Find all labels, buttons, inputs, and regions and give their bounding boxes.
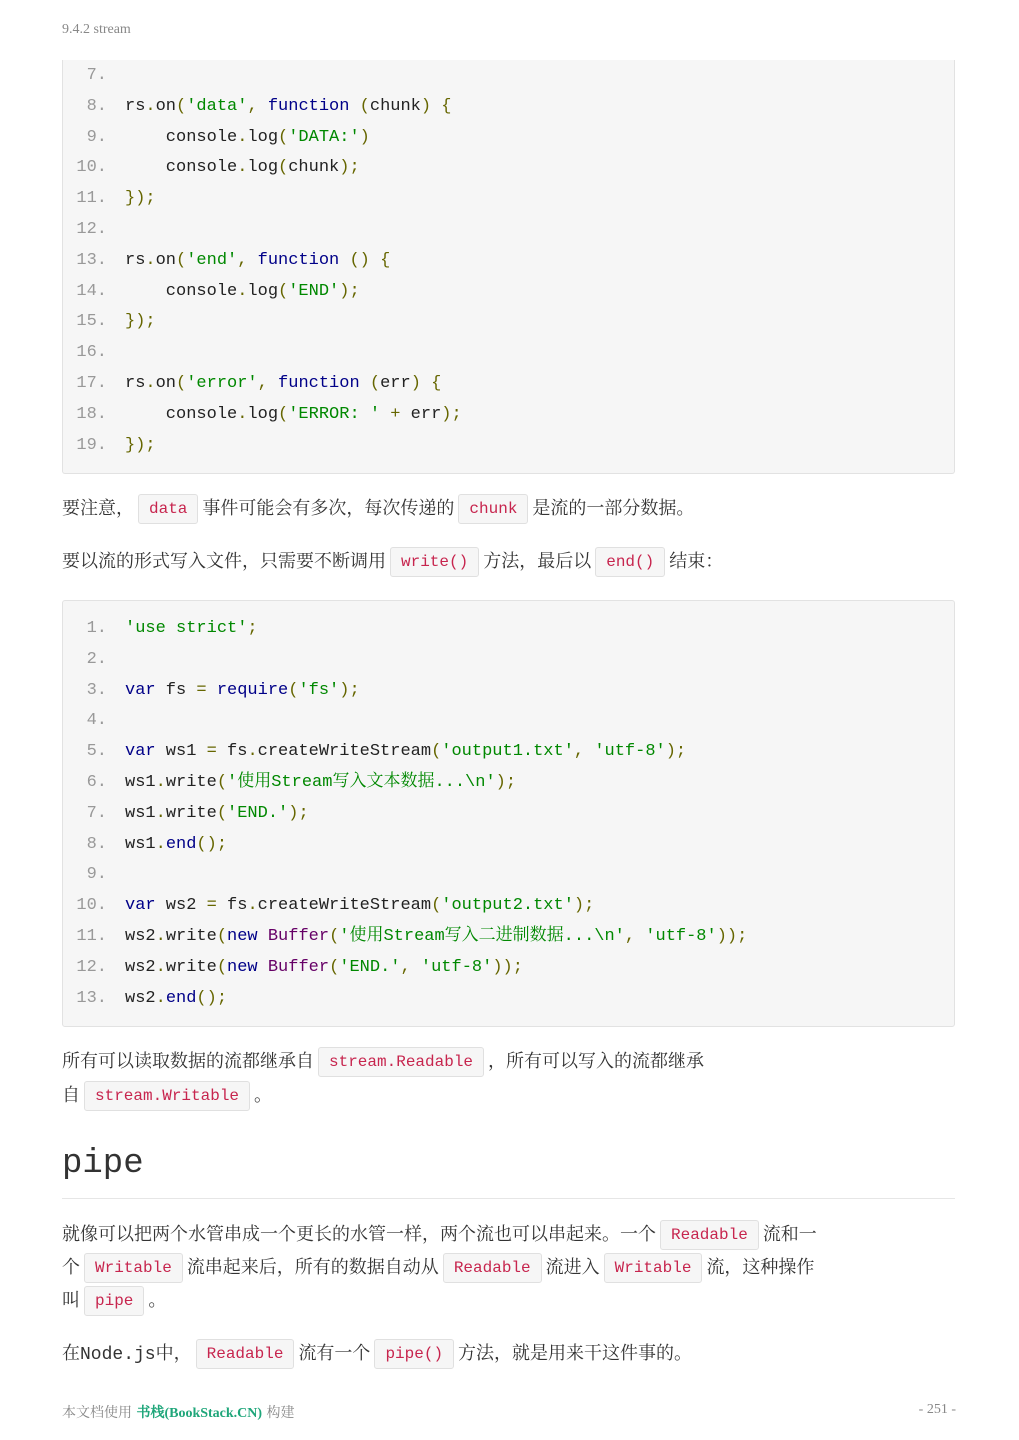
code-token: (: [329, 927, 340, 946]
line-number: 6.: [86, 773, 107, 792]
code-token: (: [176, 374, 187, 393]
code-text: [125, 276, 360, 307]
code-token: ));: [716, 927, 748, 946]
code-line: [63, 122, 954, 153]
page-number: - 251 -: [918, 1402, 956, 1417]
code-token: 'END': [288, 281, 340, 301]
line-number: 11.: [76, 927, 107, 946]
inline-code: Writable: [84, 1253, 183, 1283]
inline-code: Readable: [196, 1339, 295, 1369]
code-token: ws2: [125, 988, 156, 1008]
code-line: [63, 921, 954, 952]
code-token: ws2: [125, 957, 156, 977]
line-number: 9.: [86, 865, 107, 885]
code-token: on: [155, 250, 177, 270]
code-token: 'output1.txt': [441, 742, 574, 762]
code-token: {: [441, 96, 452, 116]
inline-code: Readable: [660, 1220, 759, 1250]
code-token: ,: [573, 742, 595, 762]
code-line: [63, 306, 954, 337]
code-token: 'end': [186, 250, 238, 270]
line-number: 15.: [76, 312, 107, 332]
code-token: fs: [216, 742, 248, 762]
code-token: rs: [125, 374, 146, 393]
code-text: [125, 983, 227, 1014]
breadcrumb: 9.4.2 stream: [62, 22, 131, 37]
line-number: 1.: [86, 619, 107, 638]
text: 中，: [155, 1343, 192, 1364]
code-token: 'use strict': [125, 619, 248, 638]
code-token: 'error': [186, 374, 258, 393]
line-number: 7.: [86, 803, 107, 823]
code-line: [63, 952, 954, 983]
code-token: [258, 927, 268, 946]
code-token: (: [369, 374, 381, 393]
code-token: 'utf-8': [420, 957, 493, 977]
line-number: 12.: [76, 957, 107, 977]
code-line: [63, 214, 954, 245]
code-line: [63, 276, 954, 307]
text: 要注意，: [62, 498, 134, 519]
text: 所有可以读取数据的流都继承自: [62, 1051, 314, 1072]
code-line: [63, 430, 954, 461]
code-token: .: [247, 742, 258, 762]
footer-suffix: 构建: [266, 1405, 295, 1421]
code-token: new: [227, 927, 258, 946]
inline-code: pipe(): [374, 1339, 454, 1369]
code-token: console: [125, 281, 238, 301]
inline-code: Readable: [443, 1253, 542, 1283]
text: 。: [148, 1290, 167, 1311]
line-number: 19.: [76, 435, 107, 455]
code-token: chunk: [369, 96, 421, 116]
line-number: 3.: [86, 680, 107, 700]
line-number: 2.: [86, 649, 107, 669]
text-mono: Node.js: [80, 1345, 156, 1365]
code-token: chunk: [288, 158, 340, 178]
code-text: [125, 767, 516, 798]
line-number: 10.: [76, 896, 107, 916]
text: 流有一个: [298, 1343, 371, 1364]
code-token: ws2: [125, 927, 156, 946]
code-token: .: [145, 374, 156, 393]
code-token: {: [380, 250, 391, 270]
code-token: );: [339, 158, 360, 178]
text: 在: [62, 1343, 80, 1364]
paragraph-write-intro: [62, 547, 723, 577]
code-token: (: [431, 896, 442, 916]
paragraph-data-event-note: [62, 494, 694, 524]
line-number: 9.: [86, 127, 107, 147]
code-text: [125, 890, 594, 921]
line-number: 13.: [76, 250, 107, 270]
code-line: [63, 736, 954, 767]
heading-divider: [62, 1198, 955, 1199]
code-token: 'output2.txt': [441, 896, 574, 916]
code-token: (: [216, 957, 228, 977]
code-token: function: [267, 96, 350, 116]
text: 事件可能会有多次，每次传递的: [202, 498, 455, 519]
line-number: 5.: [86, 742, 107, 762]
line-number: 16.: [76, 343, 107, 363]
code-token: .: [237, 281, 248, 301]
code-text: [125, 245, 390, 276]
code-line: [63, 675, 954, 706]
code-token: [421, 374, 431, 393]
text: 流进入: [545, 1257, 600, 1278]
code-token: );: [288, 803, 309, 823]
code-token: write: [165, 927, 217, 946]
code-token: [207, 681, 217, 700]
code-token: ws1: [155, 742, 207, 762]
line-number: 11.: [76, 189, 107, 209]
text: 是流的一部分数据。: [532, 498, 695, 519]
code-token: [431, 97, 441, 116]
code-token: .: [237, 127, 248, 147]
code-token: =: [206, 896, 217, 916]
code-token: ): [359, 127, 370, 147]
code-token: .: [155, 988, 166, 1008]
code-line: [63, 890, 954, 921]
line-number: 13.: [76, 988, 107, 1008]
code-token: write: [165, 803, 217, 823]
code-token: [360, 374, 370, 393]
code-text: [125, 430, 156, 461]
code-token: (): [349, 250, 370, 270]
code-token: 'utf-8': [645, 927, 717, 946]
text: 结束：: [669, 551, 724, 572]
code-token: );: [441, 404, 462, 424]
line-number: 7.: [86, 66, 107, 85]
code-token: (: [278, 158, 289, 178]
code-token: ();: [196, 988, 228, 1008]
line-number: 12.: [76, 220, 107, 239]
code-token: console: [125, 158, 238, 178]
code-token: (: [216, 927, 228, 946]
code-token: rs: [125, 96, 146, 116]
code-token: });: [125, 189, 156, 209]
inline-code: stream.Readable: [318, 1047, 484, 1077]
code-token: .: [155, 773, 166, 792]
code-token: 'DATA:': [288, 127, 360, 147]
line-number: 4.: [86, 711, 107, 731]
code-line: [63, 983, 954, 1014]
text: 流，这种操作: [706, 1257, 815, 1278]
code-token: 'data': [186, 96, 248, 116]
code-token: .: [237, 158, 248, 178]
code-line: [63, 60, 954, 91]
text: 流串起来后，所有的数据自动从: [186, 1257, 439, 1278]
code-token: on: [155, 374, 177, 393]
code-token: fs: [155, 680, 197, 700]
code-token: end: [165, 834, 197, 854]
code-token: .: [145, 96, 156, 116]
code-line: [63, 798, 954, 829]
line-number: 17.: [76, 374, 107, 393]
inline-code: write(): [390, 547, 479, 577]
code-token: .: [155, 834, 166, 854]
code-token: log: [247, 127, 279, 147]
code-token: new: [227, 957, 258, 977]
line-number: 14.: [76, 281, 107, 301]
inline-code: stream.Writable: [84, 1081, 250, 1111]
code-token: .: [155, 803, 166, 823]
code-token: '使用Stream写入二进制数据...\n': [339, 927, 625, 946]
code-text: [125, 736, 686, 767]
code-text: [125, 798, 309, 829]
code-text: [125, 122, 370, 153]
code-line: [63, 829, 954, 860]
code-token: console: [125, 404, 238, 424]
code-token: console: [125, 127, 238, 147]
code-token: ,: [247, 96, 268, 116]
code-token: ,: [257, 374, 279, 393]
inline-code: data: [138, 494, 198, 524]
code-token: );: [573, 896, 595, 916]
code-token: .: [247, 896, 258, 916]
code-token: ;: [247, 619, 258, 638]
code-token: ,: [624, 927, 646, 946]
code-token: (: [288, 680, 299, 700]
line-number: 10.: [76, 158, 107, 178]
code-token: err: [400, 404, 442, 424]
code-line: [63, 859, 954, 890]
code-token: var: [125, 742, 156, 762]
code-token: write: [165, 773, 217, 792]
code-token: err: [380, 374, 411, 393]
code-text: [125, 399, 462, 430]
code-token: );: [665, 742, 687, 762]
section-heading: pipe: [62, 1145, 144, 1183]
code-token: .: [155, 927, 166, 946]
code-text: [125, 829, 227, 860]
code-token: rs: [125, 250, 146, 270]
inline-code: chunk: [458, 494, 528, 524]
code-token: ();: [196, 834, 228, 854]
code-token: log: [247, 404, 279, 424]
code-line: [63, 368, 954, 399]
code-text: [125, 368, 441, 399]
code-text: [125, 183, 156, 214]
code-block-write-stream: [62, 600, 955, 1027]
code-token: ));: [492, 957, 523, 977]
code-token: (: [278, 404, 289, 424]
paragraph-pipe-method: [62, 1339, 692, 1369]
code-text: [125, 613, 258, 644]
text: 自: [62, 1085, 80, 1106]
text: 。: [254, 1085, 273, 1106]
code-token: [370, 251, 380, 270]
code-text: [125, 675, 360, 706]
code-token: [349, 97, 359, 116]
text: 要以流的形式写入文件，只需要不断调用: [62, 551, 386, 572]
code-line: [63, 767, 954, 798]
code-token: 'END.': [227, 803, 289, 823]
paragraph-pipe-line1: [62, 1220, 817, 1250]
code-token: .: [155, 957, 166, 977]
inline-code: Writable: [604, 1253, 703, 1283]
code-token: (: [359, 96, 370, 116]
inline-code: pipe: [84, 1286, 144, 1316]
code-token: function: [278, 374, 360, 393]
code-token: 'END.': [339, 957, 401, 977]
paragraph-inheritance-line1: [62, 1047, 704, 1077]
code-text: [125, 952, 523, 983]
code-token: (: [216, 773, 228, 792]
text: 方法，就是用来干这件事的。: [458, 1343, 693, 1364]
code-token: (: [176, 250, 187, 270]
text: 个: [62, 1257, 80, 1278]
code-token: on: [155, 96, 177, 116]
code-token: .: [145, 250, 156, 270]
code-token: createWriteStream: [257, 742, 432, 762]
code-token: );: [495, 773, 517, 792]
code-token: Buffer: [267, 927, 330, 946]
line-number: 18.: [76, 404, 107, 424]
footer-credit: [62, 1402, 295, 1422]
code-token: [339, 251, 349, 270]
code-token: ): [420, 96, 432, 116]
code-token: [258, 958, 268, 977]
text: ，所有可以写入的流都继承: [488, 1051, 705, 1072]
code-token: ,: [400, 957, 421, 977]
code-token: =: [196, 680, 207, 700]
line-number: 8.: [86, 96, 107, 116]
code-token: ws1: [125, 773, 156, 792]
code-token: write: [165, 957, 217, 977]
code-token: ,: [237, 250, 258, 270]
text: 方法，最后以: [483, 551, 592, 572]
code-token: });: [125, 312, 156, 332]
code-line: [63, 705, 954, 736]
code-token: ws1: [125, 834, 156, 854]
code-token: [380, 405, 390, 424]
code-line: [63, 152, 954, 183]
code-line: [63, 245, 954, 276]
code-line: [63, 613, 954, 644]
text: 流和一: [762, 1224, 817, 1245]
code-text: [125, 921, 747, 952]
text: 就像可以把两个水管串成一个更长的水管一样，两个流也可以串起来。一个: [62, 1224, 656, 1245]
code-token: log: [247, 281, 279, 301]
code-token: 'ERROR: ': [288, 404, 381, 424]
paragraph-inheritance-line2: [62, 1081, 272, 1111]
code-line: [63, 91, 954, 122]
code-token: +: [390, 404, 401, 424]
paragraph-pipe-line3: [62, 1286, 166, 1316]
footer-prefix: 本文档使用: [62, 1405, 132, 1421]
code-token: (: [216, 803, 228, 823]
code-token: ws1: [125, 803, 156, 823]
code-token: {: [431, 374, 442, 393]
code-token: log: [247, 158, 279, 178]
code-token: .: [237, 404, 248, 424]
code-token: (: [431, 742, 442, 762]
code-text: [125, 91, 452, 122]
code-text: [125, 306, 156, 337]
code-line: [63, 644, 954, 675]
code-text: [125, 152, 360, 183]
code-token: );: [339, 680, 360, 700]
code-token: (: [329, 957, 340, 977]
code-token: var: [125, 896, 156, 916]
code-token: (: [176, 96, 187, 116]
code-token: require: [216, 680, 289, 700]
code-token: =: [206, 742, 217, 762]
code-token: (: [278, 281, 289, 301]
code-token: var: [125, 680, 156, 700]
code-token: end: [165, 988, 197, 1008]
code-token: Buffer: [267, 957, 330, 977]
code-token: });: [125, 435, 156, 455]
code-token: fs: [216, 896, 248, 916]
code-token: ): [410, 374, 421, 393]
code-token: 'utf-8': [594, 742, 666, 762]
code-block-read-stream: [62, 60, 955, 474]
code-token: (: [278, 127, 289, 147]
code-token: );: [339, 281, 360, 301]
code-line: [63, 399, 954, 430]
line-number: 8.: [86, 834, 107, 854]
code-token: function: [257, 250, 340, 270]
bookstack-link[interactable]: 书栈(BookStack.CN): [136, 1406, 263, 1421]
code-token: '使用Stream写入文本数据...\n': [227, 773, 496, 792]
code-line: [63, 183, 954, 214]
text: 叫: [62, 1290, 80, 1311]
code-token: ws2: [155, 896, 207, 916]
inline-code: end(): [595, 547, 665, 577]
code-token: 'fs': [298, 680, 340, 700]
paragraph-pipe-line2: [62, 1253, 814, 1283]
code-line: [63, 337, 954, 368]
code-token: createWriteStream: [257, 896, 432, 916]
